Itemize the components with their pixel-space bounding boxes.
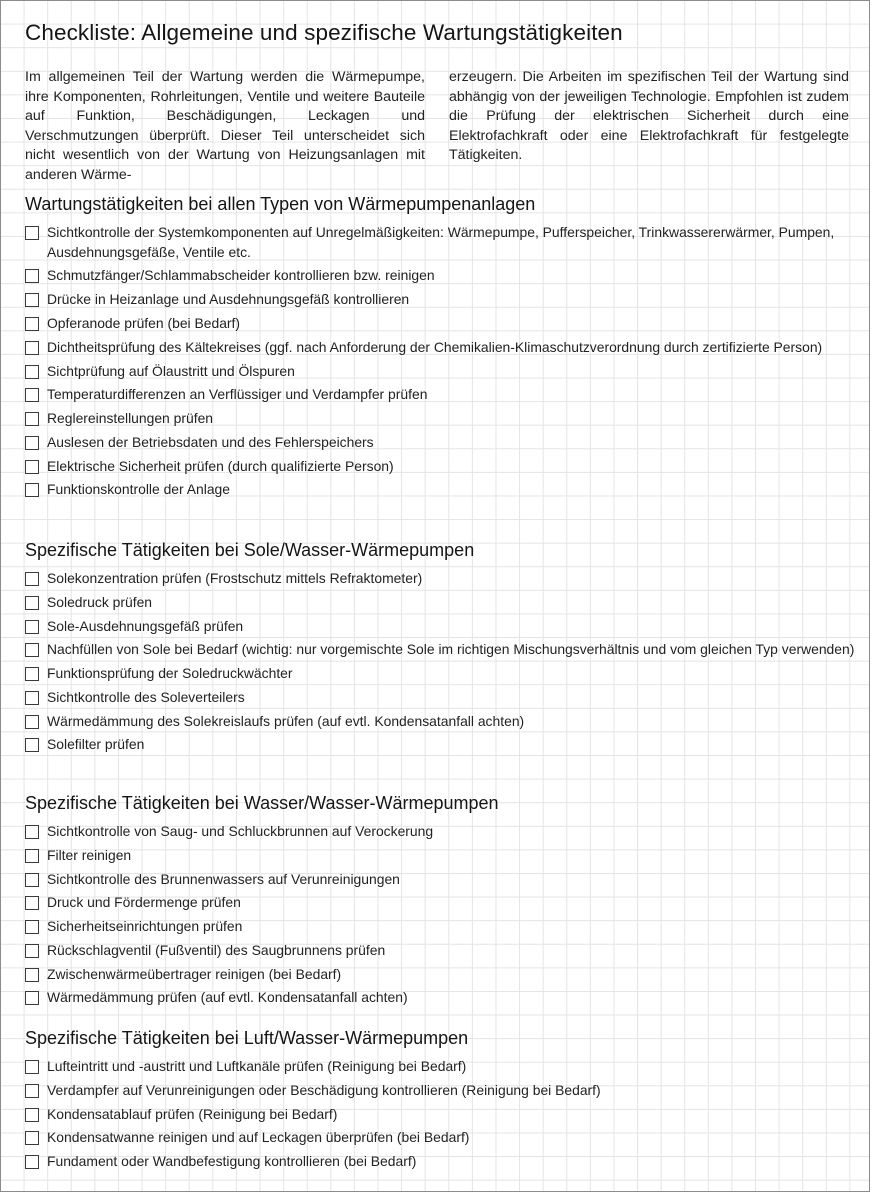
checkbox-icon[interactable]: [25, 293, 39, 307]
checklist-item[interactable]: [25, 917, 855, 937]
checklist-item[interactable]: [25, 640, 855, 660]
checklist-item[interactable]: [25, 385, 855, 405]
checklist-item-label: Solekonzentration prüfen (Frostschutz mittels Refraktometer): [47, 570, 423, 586]
checklist-item-label: Sole-Ausdehnungsgefäß prüfen: [47, 617, 244, 634]
checkbox-icon[interactable]: [25, 920, 39, 934]
checkbox-icon[interactable]: [25, 691, 39, 705]
checklist-item-label: Wärmedämmung prüfen (auf evtl. Kondensatanfall achten): [47, 989, 408, 1006]
checklist-item[interactable]: [25, 735, 855, 755]
checkbox-icon[interactable]: [25, 572, 39, 586]
checklist: [25, 223, 855, 500]
checkbox-icon[interactable]: [25, 269, 39, 283]
checkbox-icon[interactable]: [25, 436, 39, 450]
checkbox-icon[interactable]: [25, 388, 39, 402]
checklist-item-label: Reglereinstellungen prüfen: [47, 410, 214, 427]
checklist-item-label: Sichtprüfung auf Ölaustritt und Ölspuren: [47, 362, 295, 379]
checklist-item-label: Sichtkontrolle der Systemkomponenten auf Unregelmäßigkeiten: Wärmepumpe, Pufferspeicher, Trinkwassererwärmer, Pumpen, Ausdehnungsgefäße, Ventile etc.: [47, 224, 835, 260]
checklist-item[interactable]: [25, 617, 855, 637]
checkbox-icon[interactable]: [25, 1060, 39, 1074]
checklist-item-label: Elektrische Sicherheit prüfen (durch qualifizierte Person): [47, 457, 394, 474]
checklist-item-label: Auslesen der Betriebsdaten und des Fehlerspeichers: [47, 433, 374, 450]
checklist-item[interactable]: [25, 1081, 855, 1101]
checklist-item-label: Funktionsprüfung der Soledruckwächter: [47, 665, 293, 682]
checklist: [25, 1057, 855, 1172]
checklist-item-label: Rückschlagventil (Fußventil) des Saugbrunnens prüfen: [47, 941, 386, 958]
checkbox-icon[interactable]: [25, 460, 39, 474]
checklist-item-label: Verdampfer auf Verunreinigungen oder Beschädigung kontrollieren (Reinigung bei Bedarf): [47, 1081, 601, 1098]
checklist-item-label: Lufteintritt und -austritt und Luftkanäle prüfen (Reinigung bei Bedarf): [47, 1058, 467, 1074]
section-heading: Wartungstätigkeiten bei allen Typen von Wärmepumpenanlagen: [25, 194, 536, 214]
section-heading: Spezifische Tätigkeiten bei Sole/Wasser-Wärmepumpen: [25, 540, 475, 560]
checklist-item[interactable]: [25, 593, 855, 613]
checklist-item[interactable]: [25, 409, 855, 429]
checkbox-icon[interactable]: [25, 849, 39, 863]
checklist-item[interactable]: [25, 314, 855, 334]
checklist-item[interactable]: [25, 569, 855, 589]
checkbox-icon[interactable]: [25, 944, 39, 958]
checklist-item[interactable]: [25, 338, 855, 358]
checklist-item[interactable]: [25, 664, 855, 684]
checklist-item[interactable]: [25, 965, 855, 985]
checkbox-icon[interactable]: [25, 667, 39, 681]
checklist-item-label: Dichtheitsprüfung des Kältekreises (ggf. nach Anforderung der Chemikalien-Klimaschutzverordnung durch zertifizierte Person): [47, 338, 823, 355]
checkbox-icon[interactable]: [25, 896, 39, 910]
checklist-item-label: Soledruck prüfen: [47, 593, 153, 610]
checklist-item-label: Kondensatablauf prüfen (Reinigung bei Bedarf): [47, 1105, 338, 1122]
section-air-water: [25, 1026, 855, 1176]
checkbox-icon[interactable]: [25, 643, 39, 657]
checklist-item-label: Fundament oder Wandbefestigung kontrollieren (bei Bedarf): [47, 1153, 417, 1170]
checklist-item-label: Sichtkontrolle des Soleverteilers: [47, 688, 245, 705]
checklist-item-label: Wärmedämmung des Solekreislaufs prüfen (auf evtl. Kondensatanfall achten): [47, 712, 525, 729]
checklist-item[interactable]: [25, 1105, 855, 1125]
checklist-item-label: Sicherheitseinrichtungen prüfen: [47, 918, 243, 935]
section-water-water: [25, 791, 855, 1012]
checkbox-icon[interactable]: [25, 991, 39, 1005]
checklist-item-label: Temperaturdifferenzen an Verflüssiger und Verdampfer prüfen: [47, 386, 428, 403]
checkbox-icon[interactable]: [25, 412, 39, 426]
intro-text: [25, 68, 849, 186]
checklist-item[interactable]: [25, 362, 855, 382]
checklist-item[interactable]: [25, 1152, 855, 1172]
checkbox-icon[interactable]: [25, 226, 39, 240]
checkbox-icon[interactable]: [25, 968, 39, 982]
checkbox-icon[interactable]: [25, 1084, 39, 1098]
intro-column-left: Im allgemeinen Teil der Wartung werden die Wärmepumpe, ihre Komponenten, Rohrleitungen, Ventile und weitere Bauteile auf Funktion, Beschädigungen, Leckagen und Verschmutzungen überprüft. Dieser Teil unterscheidet sich nicht wesentlich von der Wartung von Heizungsanlagen mit anderen Wärme-: [25, 69, 425, 183]
section-heading: Spezifische Tätigkeiten bei Wasser/Wasser-Wärmepumpen: [25, 793, 499, 813]
checklist-item[interactable]: [25, 223, 855, 262]
checkbox-icon[interactable]: [25, 738, 39, 752]
checkbox-icon[interactable]: [25, 317, 39, 331]
checklist-item[interactable]: [25, 1057, 855, 1077]
checklist-item[interactable]: [25, 846, 855, 866]
section-heading: Spezifische Tätigkeiten bei Luft/Wasser-Wärmepumpen: [25, 1028, 469, 1048]
checkbox-icon[interactable]: [25, 715, 39, 729]
checklist-item-label: Drücke in Heizanlage und Ausdehnungsgefäß kontrollieren: [47, 291, 410, 308]
checklist-item[interactable]: [25, 941, 855, 961]
checkbox-icon[interactable]: [25, 596, 39, 610]
checklist-item[interactable]: [25, 893, 855, 913]
checklist-item-label: Filter reinigen: [47, 846, 132, 863]
checklist-item[interactable]: [25, 290, 855, 310]
checklist-item-label: Schmutzfänger/Schlammabscheider kontrollieren bzw. reinigen: [47, 267, 435, 284]
checkbox-icon[interactable]: [25, 620, 39, 634]
section-all-heat-pumps: [25, 192, 855, 504]
checklist-item-label: Nachfüllen von Sole bei Bedarf (wichtig: nur vorgemischte Sole im richtigen Mischungsverhältnis und vom gleichen Typ verwenden): [47, 641, 855, 658]
checklist-item[interactable]: [25, 266, 855, 286]
checkbox-icon[interactable]: [25, 1131, 39, 1145]
checkbox-icon[interactable]: [25, 1108, 39, 1122]
checklist: [25, 569, 855, 755]
checklist-item[interactable]: [25, 688, 855, 708]
checklist-item[interactable]: [25, 1128, 855, 1148]
checklist-item[interactable]: [25, 712, 855, 732]
checklist-item-label: Zwischenwärmeübertrager reinigen (bei Bedarf): [47, 965, 342, 982]
intro-column-right: erzeugern. Die Arbeiten im spezifischen Teil der Wartung sind abhängig von der jeweiligen Technologie. Empfohlen ist zudem die Prüfung der elektrischen Sicherheit durch eine Elektrofachkraft oder eine Elektrofachkraft für festgelegte Tätigkeiten.: [449, 69, 849, 164]
section-brine-water: [25, 538, 855, 759]
checklist-item-label: Druck und Fördermenge prüfen: [47, 894, 241, 911]
checklist-item[interactable]: [25, 988, 855, 1008]
checklist-item-label: Opferanode prüfen (bei Bedarf): [47, 314, 241, 331]
checklist-item-label: Sichtkontrolle des Brunnenwassers auf Verunreinigungen: [47, 870, 400, 887]
page-title: Checkliste: Allgemeine und spezifische Wartungstätigkeiten: [25, 20, 623, 45]
checklist-item-label: Funktionskontrolle der Anlage: [47, 481, 231, 498]
checklist-item-label: Sichtkontrolle von Saug- und Schluckbrunnen auf Verockerung: [47, 823, 434, 839]
checklist-item-label: Solefilter prüfen: [47, 736, 145, 753]
checkbox-icon[interactable]: [25, 1155, 39, 1169]
checkbox-icon[interactable]: [25, 365, 39, 379]
checklist-item[interactable]: [25, 822, 855, 842]
checklist-item[interactable]: [25, 433, 855, 453]
checklist-item-label: Kondensatwanne reinigen und auf Leckagen überprüfen (bei Bedarf): [47, 1129, 470, 1146]
checkbox-icon[interactable]: [25, 825, 39, 839]
checkbox-icon[interactable]: [25, 483, 39, 497]
checkbox-icon[interactable]: [25, 873, 39, 887]
checklist-item[interactable]: [25, 480, 855, 500]
checkbox-icon[interactable]: [25, 341, 39, 355]
checklist-item[interactable]: [25, 457, 855, 477]
checklist-item[interactable]: [25, 870, 855, 890]
checklist: [25, 822, 855, 1008]
